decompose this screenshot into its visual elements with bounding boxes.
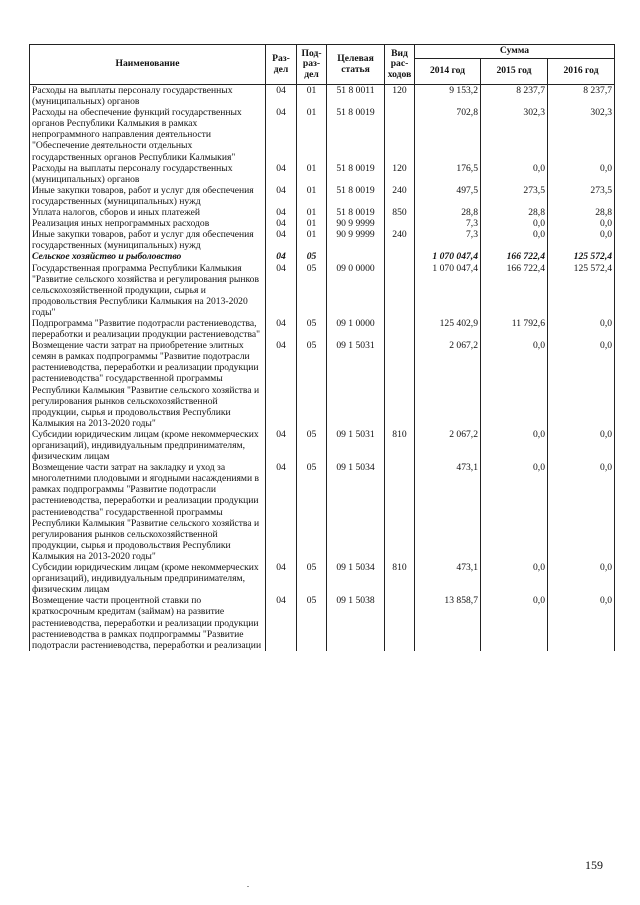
- table-body: [30, 85, 615, 651]
- row-target-article: 51 8 0019: [327, 207, 385, 218]
- row-name: Субсидии юридическим лицам (кроме некоммерческих организаций), индивидуальным предпринимателям, физическим лицам: [30, 562, 266, 595]
- row-sum-2014: 1 070 047,4: [415, 263, 481, 318]
- row-sum-2016: 273,5: [548, 185, 615, 207]
- table-row: [30, 595, 615, 650]
- row-sum-2015: 0,0: [481, 595, 548, 650]
- table-row: [30, 85, 615, 108]
- table-row: [30, 207, 615, 218]
- row-name: Сельское хозяйство и рыболовство: [30, 251, 266, 262]
- row-podrazdel: 05: [297, 340, 327, 429]
- header-line: рас-: [390, 58, 409, 70]
- row-podrazdel: 05: [297, 429, 327, 462]
- row-sum-2016: 0,0: [548, 340, 615, 429]
- row-target-article: [327, 251, 385, 262]
- row-sum-2015: 273,5: [481, 185, 548, 207]
- table-row: [30, 263, 615, 318]
- row-razdel: 04: [266, 218, 297, 229]
- row-sum-2014: 702,8: [415, 107, 481, 162]
- row-sum-2016: 8 237,7: [548, 85, 615, 108]
- row-name: Возмещение части процентной ставки по краткосрочным кредитам (займам) на развитие растениеводства, переработки и реализации продукции растениеводства в рамках подпрограммы "Развитие подотрасли растениеводства, переработки и реализации: [30, 595, 266, 650]
- row-name: Возмещение части затрат на закладку и уход за многолетними плодовыми и ягодными насаждениями в рамках подпрограммы "Развитие подотрасли растениеводства, переработки и реализации продукции растениеводства" государственной программы Республики Калмыкия "Развитие сельского хозяйства и регулирования рынков сельскохозяйственной продукции, сырья и продовольствия Республики Калмыкия на 2013-2020 годы": [30, 462, 266, 562]
- row-expense-type: [385, 595, 415, 650]
- row-sum-2014: 7,3: [415, 229, 481, 251]
- table-row: [30, 251, 615, 262]
- row-podrazdel: 05: [297, 462, 327, 562]
- header-line: дел: [304, 68, 319, 80]
- row-target-article: 51 8 0019: [327, 107, 385, 162]
- row-razdel: 04: [266, 85, 297, 108]
- row-podrazdel: 05: [297, 251, 327, 262]
- row-sum-2015: 166 722,4: [481, 263, 548, 318]
- row-expense-type: 810: [385, 429, 415, 462]
- header-line: Раз-: [272, 53, 290, 65]
- row-razdel: 04: [266, 462, 297, 562]
- row-expense-type: 810: [385, 562, 415, 595]
- header-line: Под-: [301, 47, 322, 59]
- row-sum-2015: 0,0: [481, 429, 548, 462]
- row-sum-2015: 166 722,4: [481, 251, 548, 262]
- table-row: [30, 429, 615, 462]
- row-razdel: 04: [266, 318, 297, 340]
- row-sum-2016: 28,8: [548, 207, 615, 218]
- header-name: Наименование: [30, 45, 266, 85]
- page-number: 159: [585, 858, 603, 872]
- row-expense-type: [385, 251, 415, 262]
- row-razdel: 04: [266, 340, 297, 429]
- row-razdel: 04: [266, 429, 297, 462]
- row-sum-2015: 8 237,7: [481, 85, 548, 108]
- row-target-article: 90 9 9999: [327, 218, 385, 229]
- table-row: [30, 229, 615, 251]
- budget-table: [29, 44, 615, 651]
- row-name: Подпрограмма "Развитие подотрасли растениеводства, переработки и реализации продукции растениеводства": [30, 318, 266, 340]
- row-sum-2015: 0,0: [481, 340, 548, 429]
- row-name: Иные закупки товаров, работ и услуг для обеспечения государственных (муниципальных) нужд: [30, 185, 266, 207]
- row-sum-2016: 302,3: [548, 107, 615, 162]
- row-expense-type: [385, 263, 415, 318]
- row-name: Расходы на выплаты персоналу государственных (муниципальных) органов: [30, 85, 266, 108]
- row-target-article: 09 1 5031: [327, 340, 385, 429]
- row-name: Реализация иных непрограммных расходов: [30, 218, 266, 229]
- header-line: Вид: [391, 47, 408, 59]
- row-sum-2014: 9 153,2: [415, 85, 481, 108]
- row-target-article: 09 1 5034: [327, 562, 385, 595]
- row-expense-type: 850: [385, 207, 415, 218]
- row-podrazdel: 01: [297, 218, 327, 229]
- row-target-article: 51 8 0019: [327, 163, 385, 185]
- scan-speck: [247, 886, 249, 887]
- row-sum-2014: 473,1: [415, 562, 481, 595]
- header-line: дел: [273, 63, 289, 75]
- row-sum-2016: 0,0: [548, 229, 615, 251]
- row-podrazdel: 01: [297, 107, 327, 162]
- header-razdel: [266, 45, 297, 85]
- row-target-article: 09 1 0000: [327, 318, 385, 340]
- row-sum-2014: 497,5: [415, 185, 481, 207]
- header-line: Целевая: [337, 53, 374, 65]
- row-expense-type: 120: [385, 85, 415, 108]
- row-sum-2014: 473,1: [415, 462, 481, 562]
- row-razdel: 04: [266, 229, 297, 251]
- row-sum-2014: 28,8: [415, 207, 481, 218]
- row-sum-2016: 0,0: [548, 429, 615, 462]
- row-razdel: 04: [266, 251, 297, 262]
- row-expense-type: [385, 462, 415, 562]
- table-row: [30, 562, 615, 595]
- row-target-article: 51 8 0011: [327, 85, 385, 108]
- row-sum-2016: 0,0: [548, 595, 615, 650]
- row-podrazdel: 05: [297, 263, 327, 318]
- row-target-article: 09 1 5038: [327, 595, 385, 650]
- header-year-2016: 2016 год: [548, 59, 615, 85]
- row-name: Государственная программа Республики Калмыкия "Развитие сельского хозяйства и регулирования рынков сельскохозяйственной продукции, сырья и продовольствия Республики Калмыкия на 2013-2020 годы": [30, 263, 266, 318]
- row-expense-type: 120: [385, 163, 415, 185]
- row-razdel: 04: [266, 595, 297, 650]
- row-sum-2014: 2 067,2: [415, 429, 481, 462]
- row-sum-2014: 2 067,2: [415, 340, 481, 429]
- row-expense-type: [385, 318, 415, 340]
- row-target-article: 09 1 5034: [327, 462, 385, 562]
- row-expense-type: [385, 107, 415, 162]
- table-row: [30, 318, 615, 340]
- row-sum-2014: 1 070 047,4: [415, 251, 481, 262]
- row-razdel: 04: [266, 185, 297, 207]
- row-razdel: 04: [266, 562, 297, 595]
- header-line: статья: [341, 63, 370, 75]
- row-podrazdel: 01: [297, 207, 327, 218]
- row-sum-2016: 125 572,4: [548, 263, 615, 318]
- table-row: [30, 340, 615, 429]
- row-podrazdel: 01: [297, 185, 327, 207]
- row-sum-2015: 0,0: [481, 163, 548, 185]
- row-podrazdel: 05: [297, 318, 327, 340]
- budget-table-page: [29, 44, 614, 651]
- header-podrazdel: [297, 45, 327, 85]
- row-sum-2016: 0,0: [548, 318, 615, 340]
- row-target-article: 09 0 0000: [327, 263, 385, 318]
- row-razdel: 04: [266, 263, 297, 318]
- row-expense-type: [385, 340, 415, 429]
- row-sum-2015: 302,3: [481, 107, 548, 162]
- row-expense-type: [385, 218, 415, 229]
- header-line: ходов: [387, 68, 412, 80]
- row-sum-2016: 0,0: [548, 163, 615, 185]
- row-name: Расходы на обеспечение функций государственных органов Республики Калмыкия в рамках непрограммного направления деятельности "Обеспечение деятельности отдельных государственных органов Республики Калмыкия": [30, 107, 266, 162]
- row-podrazdel: 01: [297, 229, 327, 251]
- table-row: [30, 462, 615, 562]
- table-row: [30, 107, 615, 162]
- row-razdel: 04: [266, 107, 297, 162]
- row-sum-2015: 0,0: [481, 562, 548, 595]
- header-year-2015: 2015 год: [481, 59, 548, 85]
- row-podrazdel: 01: [297, 85, 327, 108]
- header-year-2014: 2014 год: [415, 59, 481, 85]
- row-razdel: 04: [266, 207, 297, 218]
- row-sum-2015: 28,8: [481, 207, 548, 218]
- header-sum: Сумма: [415, 45, 615, 59]
- row-sum-2014: 13 858,7: [415, 595, 481, 650]
- row-podrazdel: 01: [297, 163, 327, 185]
- row-name: Иные закупки товаров, работ и услуг для обеспечения государственных (муниципальных) нужд: [30, 229, 266, 251]
- row-target-article: 51 8 0019: [327, 185, 385, 207]
- header-line: раз-: [302, 58, 321, 70]
- row-sum-2016: 0,0: [548, 218, 615, 229]
- row-sum-2015: 11 792,6: [481, 318, 548, 340]
- row-target-article: 90 9 9999: [327, 229, 385, 251]
- row-sum-2015: 0,0: [481, 218, 548, 229]
- row-sum-2015: 0,0: [481, 229, 548, 251]
- row-expense-type: 240: [385, 185, 415, 207]
- row-podrazdel: 05: [297, 595, 327, 650]
- row-sum-2016: 125 572,4: [548, 251, 615, 262]
- row-sum-2014: 176,5: [415, 163, 481, 185]
- header-target-article: [327, 45, 385, 85]
- row-expense-type: 240: [385, 229, 415, 251]
- row-sum-2014: 125 402,9: [415, 318, 481, 340]
- row-name: Расходы на выплаты персоналу государственных (муниципальных) органов: [30, 163, 266, 185]
- row-target-article: 09 1 5031: [327, 429, 385, 462]
- row-sum-2014: 7,3: [415, 218, 481, 229]
- row-name: Возмещение части затрат на приобретение элитных семян в рамках подпрограммы "Развитие подотрасли растениеводства, переработки и реализации продукции растениеводства" государственной программы Республики Калмыкия "Развитие сельского хозяйства и регулирования рынков сельскохозяйственной продукции, сырья и продовольствия Республики Калмыкия на 2013-2020 годы": [30, 340, 266, 429]
- row-razdel: 04: [266, 163, 297, 185]
- row-name: Уплата налогов, сборов и иных платежей: [30, 207, 266, 218]
- row-sum-2016: 0,0: [548, 462, 615, 562]
- table-row: [30, 185, 615, 207]
- row-sum-2015: 0,0: [481, 462, 548, 562]
- row-sum-2016: 0,0: [548, 562, 615, 595]
- table-row: [30, 163, 615, 185]
- table-row: [30, 218, 615, 229]
- row-name: Субсидии юридическим лицам (кроме некоммерческих организаций), индивидуальным предпринимателям, физическим лицам: [30, 429, 266, 462]
- row-podrazdel: 05: [297, 562, 327, 595]
- header-expense-type: [385, 45, 415, 85]
